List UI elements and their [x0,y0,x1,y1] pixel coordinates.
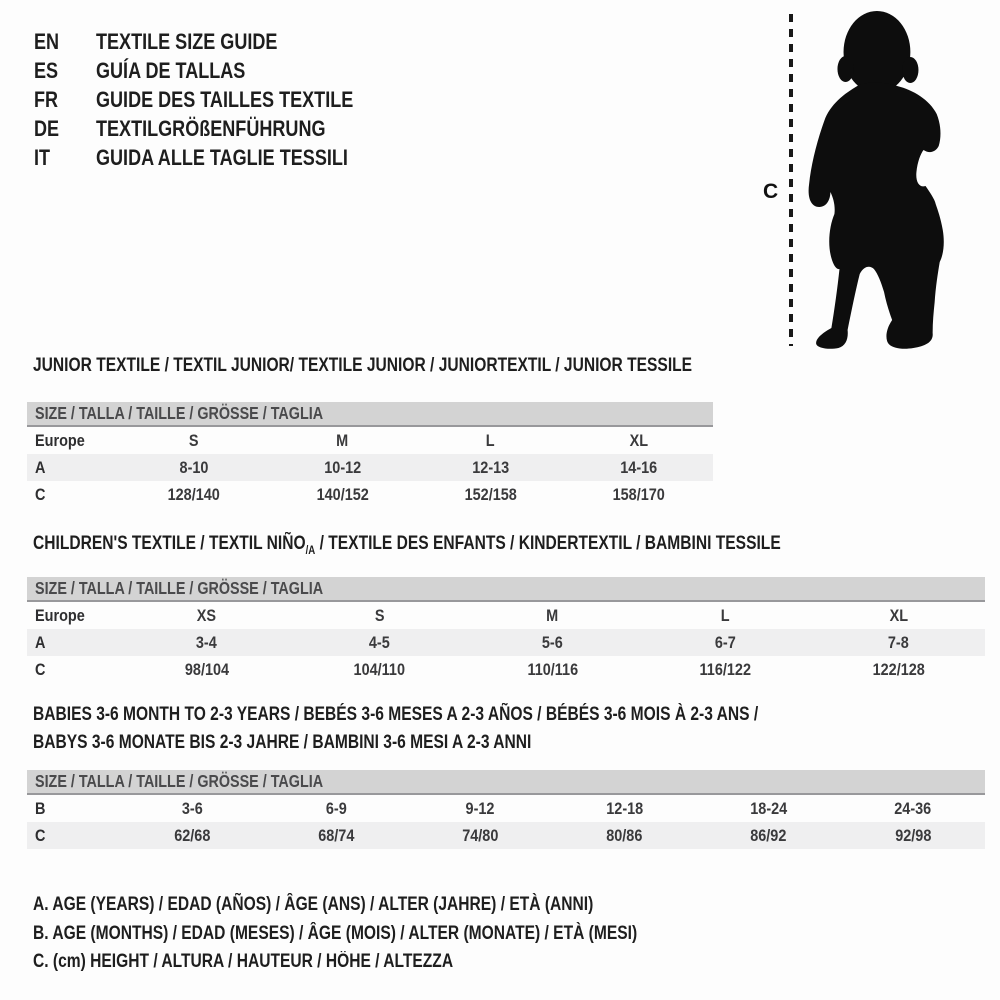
table-cell: S [189,430,199,450]
row-label: Europe [35,430,85,450]
language-title: GUÍA DE TALLAS [96,57,246,83]
height-c-label: C [763,180,779,203]
table-cell: 3-6 [181,798,203,818]
table-cell: 9-12 [465,798,495,818]
table-cell: 80/86 [606,825,643,845]
table-cell: 6-7 [715,632,736,652]
table-cell: 12-18 [606,798,644,818]
table-row-c [27,656,985,683]
table-cell: 110/116 [527,659,578,679]
footnote-line: A. AGE (YEARS) / EDAD (AÑOS) / ÂGE (ANS) / ALTER (JAHRE) / ETÀ (ANNI) [33,894,594,916]
table-cell: XL [889,605,908,625]
table-cell: XS [196,605,217,625]
table-cell: 62/68 [173,825,211,845]
size-header-text: SIZE / TALLA / TAILLE / GRÖSSE / TAGLIA [35,771,324,791]
table-cell: 6-9 [325,798,347,818]
table-row-a [27,454,713,481]
table-cell: 128/140 [167,484,221,504]
table-cell: 116/122 [699,659,752,679]
table-title-line [33,355,837,377]
babies-table-rows [27,795,985,849]
table-cell: 18-24 [750,798,788,818]
table-cell: XL [629,430,649,450]
table-cell: 14-16 [620,457,658,477]
title-text: BABYS 3-6 MONATE BIS 2-3 JAHRE / BAMBINI 3-6 MESI A 2-3 ANNI [33,732,532,753]
table-cell: 152/158 [464,484,517,504]
title-text: JUNIOR TEXTILE / TEXTIL JUNIOR/ TEXTILE JUNIOR / JUNIORTEXTIL / JUNIOR TESSILE [33,355,693,376]
table-cell: M [336,430,349,450]
table-cell: 10-12 [323,457,361,477]
title-subscript: /A [305,543,316,557]
row-label: B [35,798,46,818]
table-row-europe [27,602,985,629]
table-cell: 8-10 [179,457,209,477]
table-cell: 68/74 [318,825,355,845]
language-title: GUIDE DES TAILLES TEXTILE [96,86,354,112]
row-label: A [35,457,46,477]
table-row-c [27,481,713,508]
size-header-text: SIZE / TALLA / TAILLE / GRÖSSE / TAGLIA [35,578,324,598]
row-label: Europe [35,605,85,625]
table-row-a [27,629,985,656]
junior-table [27,402,713,508]
table-title-line [33,533,945,557]
children-table [27,577,985,683]
title-text: BABIES 3-6 MONTH TO 2-3 YEARS / BEBÉS 3-6 MESES A 2-3 AÑOS / BÉBÉS 3-6 MOIS À 2-3 ANS / [33,704,759,725]
children-table-rows [27,602,985,683]
language-row-en [34,27,410,56]
size-header-band [27,402,713,427]
table-cell: 140/152 [316,484,369,504]
table-cell: 5-6 [542,632,563,652]
title-text: / TEXTILE DES ENFANTS / KINDERTEXTIL / BAMBINI TESSILE [315,533,781,554]
language-title: TEXTILGRÖßENFÜHRUNG [96,115,326,141]
row-label: C [35,825,46,845]
row-label: C [35,484,46,504]
table-cell: 4-5 [369,632,390,652]
table-cell: L [721,605,730,625]
table-cell: 158/170 [612,484,665,504]
table-row-b [27,795,985,822]
table-cell: 12-13 [472,457,510,477]
table-cell: 3-4 [196,632,217,652]
language-title: GUIDA ALLE TAGLIE TESSILI [96,144,348,170]
children-table-title [33,533,945,557]
language-row-fr [34,85,410,114]
babies-table-title [33,701,917,757]
table-title-line [33,729,917,757]
language-code: ES [34,57,59,83]
table-cell: 86/92 [750,825,787,845]
table-cell: 74/80 [462,825,499,845]
language-title-block [34,27,410,172]
size-header-band [27,770,985,795]
footnotes [33,891,770,977]
height-dashed-line [789,14,793,346]
table-row-c [27,822,985,849]
row-label: C [35,659,46,679]
toddler-silhouette-shape [809,11,944,349]
table-cell: 104/110 [353,659,406,679]
language-row-it [34,143,410,172]
toddler-silhouette [800,2,962,352]
footnote-line: C. (cm) HEIGHT / ALTURA / HAUTEUR / HÖHE / ALTEZZA [33,951,454,973]
table-title-line [33,701,917,729]
junior-table-rows [27,427,713,508]
table-cell: 122/128 [872,659,925,679]
table-cell: 7-8 [888,632,909,652]
table-row-europe [27,427,713,454]
language-code: DE [34,115,60,141]
row-label: A [35,632,46,652]
table-cell: 98/104 [184,659,229,679]
title-text: CHILDREN'S TEXTILE / TEXTIL NIÑO [33,533,306,554]
size-header-band [27,577,985,602]
babies-table [27,770,985,849]
language-code: EN [34,28,60,54]
language-row-de [34,114,410,143]
footnote-line: B. AGE (MONTHS) / EDAD (MESES) / ÂGE (MOIS) / ALTER (MONATE) / ETÀ (MESI) [33,922,638,944]
size-header-text: SIZE / TALLA / TAILLE / GRÖSSE / TAGLIA [35,403,324,423]
table-cell: S [374,605,385,625]
language-code: IT [34,144,51,170]
language-title: TEXTILE SIZE GUIDE [96,28,278,54]
junior-table-title [33,355,837,377]
language-code: FR [34,86,59,112]
table-cell: M [546,605,559,625]
table-cell: L [486,430,496,450]
language-row-es [34,56,410,85]
table-cell: 24-36 [894,798,932,818]
table-cell: 92/98 [894,825,931,845]
